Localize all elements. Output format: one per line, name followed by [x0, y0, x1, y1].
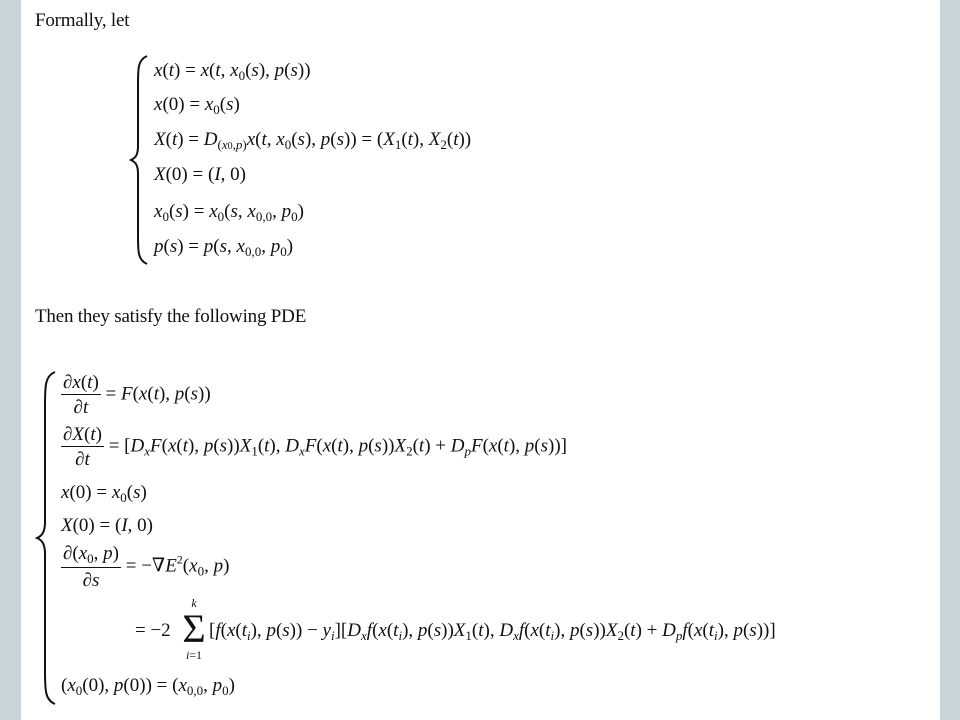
intro-text: Formally, let [35, 10, 130, 31]
left-brace [35, 370, 59, 706]
left-brace [129, 54, 151, 266]
equation-line: $x(0) = x_0(s)$ [154, 94, 240, 117]
equation-line: $x(0) = x_0(s)$ [61, 482, 147, 505]
equation-line: p(s) = p(s, $x_{0,0}$, $p_0$) [154, 236, 294, 259]
equation-line: [$f(x(t_i)$, $p(s)) - y_i][D_xf(x(t_i)$, $p(s))X_1(t)$, $D_xf(x(t_i)$, $p(s))X_2(t) + D_pf(x(t_i)$, p(s))] [209, 620, 776, 643]
equation-line: $\frac{\partial x(t)}{\partial t}$ = F(x(t), p(s)) [63, 372, 211, 418]
document-page [21, 0, 940, 720]
equation-line: $x_0(s) = x_0(s$, $x_{0,0}$, $p_0$) [154, 201, 304, 224]
bridge-text: Then they satisfy the following PDE [35, 306, 307, 327]
equation-line: X(0) = (I, 0) [154, 164, 246, 185]
summation: k Σ i=1 [182, 596, 206, 662]
equation-line: $\frac{\partial(x_0, p)}{\partial s}$ = $-\nabla E^2(x_0$, p) [63, 543, 230, 591]
equation-line: $X(t) = D_{(x0,p)}x(t$, $x_0(s)$, $p(s)) = (X_1(t)$, $X_2(t)$) [154, 129, 472, 152]
equation-line: $\frac{\partial X(t)}{\partial t}$ = [$D_xF(x(t)$, $p(s))X_1(t)$, $D_xF(x(t)$, $p(s))X_2(t) + D_pF(x(t)$, p(s))] [63, 424, 567, 470]
equation-line: X(0) = (I, 0) [61, 515, 153, 536]
equation-line: ($x_0(0)$, $p(0)) = (x_{0,0}$, $p_0$) [61, 675, 235, 698]
equation-line: x(t) = x(t, $x_0(s)$, p(s)) [154, 60, 311, 83]
equation-line: = −2 [135, 620, 171, 641]
